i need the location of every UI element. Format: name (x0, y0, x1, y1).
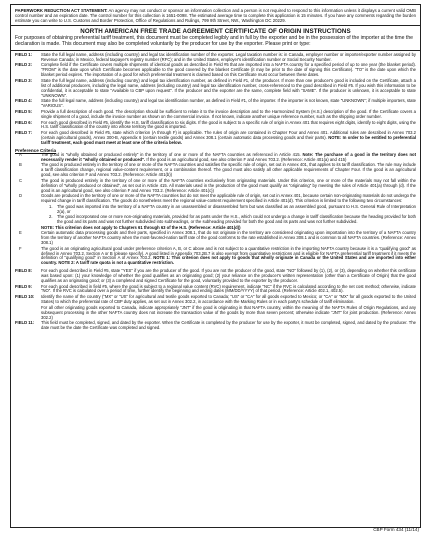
field-text-body: State the full legal name, address (including country) and legal tax identification number, as defined in Field #1, of the importer. If the importer is not known, state "UNKNOWN"; if multiple importers, state "VARIOUS". (41, 98, 416, 109)
paperwork-reduction-statement (11, 5, 420, 26)
field-label: FIELD 2: (15, 62, 32, 68)
field-text (41, 99, 416, 109)
criterion-row (15, 179, 416, 194)
field-label: FIELD 5: (15, 108, 32, 114)
field-label: FIELD 9: (15, 283, 32, 289)
sub-text: The good was imported into the territory of a NAFTA country in an unassembled or disassembled form but was classified as an assembled good, pursuant to H.S. General Rule of Interpretation 2(a), or (57, 203, 416, 214)
field-text (41, 321, 416, 331)
field-row (15, 63, 416, 78)
criterion-row (15, 153, 416, 163)
field-label: FIELD 11: (15, 320, 35, 326)
criterion-row (15, 231, 416, 246)
field-text-body: Provide a full description of each good. The description should be sufficient to relate it to the invoice description and to the Harmonized System (H.S.) description of the good. If the Certificate covers a single shipment of a good, include the invoice number as shown on the commercial invoice. If not known, indicate another unique reference number, such as the shipping order number. (41, 108, 416, 119)
criterion-text (41, 163, 416, 178)
field-text (41, 269, 416, 284)
criterion-sub-row (15, 215, 416, 225)
field-row (15, 131, 416, 146)
fields-section-1 (11, 51, 420, 146)
field-label: FIELD 6: (15, 119, 32, 125)
criteria-section (11, 153, 420, 267)
criterion-d-note: NOTE: This criterion does not apply to Chapters 61 through 63 of the H.S. (Reference: Article 401(d)) (41, 224, 241, 230)
field-row (15, 121, 416, 131)
criterion-spacer (15, 205, 41, 215)
paperwork-lead: PAPERWORK REDUCTION ACT STATEMENT: (15, 8, 108, 13)
field-text-body: State the full legal name, address (including country) and legal tax identification number of the exporter. Legal taxation number is: in Canada, employer number or importer/exporter number assigned by Revenue Canada; in Mexico, federal taxpayer's registry number (RFC); and in the United States, employer's identification number or Social Security Number. (41, 51, 416, 62)
criterion-letter: E (19, 230, 22, 236)
field-row (15, 53, 416, 63)
field-label: FIELD 1: (15, 51, 32, 57)
field-text (41, 131, 416, 146)
criterion-body: The good is produced entirely in the territory of one or more of the NAFTA countries and satisfies the specific rule of origin, set out in Annex 401, that applies to its tariff classification. The rule may include a tariff classification change, regional value-content requirement, or a combination thereof. The good must also satisfy all other applicable requirements of Chapter Four. If the good is an agricultural good, see also criterion F and Annex 703.2. (Reference: Article 401(b)) (41, 162, 416, 178)
sub-number: 2. (49, 214, 53, 220)
criterion-tail: If the good is an agricultural good, see also criterion F and Annex 703.2. (Reference: Article 401(a) and 415) (145, 156, 347, 162)
field-text (41, 121, 416, 131)
field-label: FIELD 8: (15, 267, 32, 273)
criterion-letter: F (19, 245, 22, 251)
criterion-letter: B (19, 162, 22, 168)
form-page (10, 4, 421, 528)
criterion-letter: D (19, 193, 23, 199)
criterion-body: Certain automatic data processing goods and their parts, specified in Annex 308.1, that do not originate in the territory are considered originating upon importation into the territory of a NAFTA country from the territory of another NAFTA country when the most-favored-nation tariff rate of the good conforms to the rate established in Annex 308.1 and is common to all NAFTA countries. (Reference: Annex 308.1) (41, 230, 416, 246)
criterion-note: Note: The purchase of a good in the territory does not necessarily render it "wholly obtained or produced". (41, 151, 416, 162)
field-row (15, 99, 416, 109)
field-label: FIELD 7: (15, 130, 32, 136)
field-text (41, 79, 416, 99)
fields-section-2 (11, 267, 420, 331)
field-text-body: State the full legal name, address (including country) and legal tax identification number, as defined in Field #1, of the producer. If more than one producer's good is included on the Certificate, attach a list of additional producers, including the legal name, address (including country) and legal tax identification number, cross-referenced to the good described in Field #5. If you wish this information to be confidential, it is acceptable to state "Available to CBP upon request". If the producer and the exporter are the same, complete field with "SAME". If the producer is unknown, it is acceptable to state "UNKNOWN". (41, 77, 416, 98)
criterion-row (15, 247, 416, 267)
criterion-text (41, 153, 416, 163)
sub-text: The good incorporated one or more non-originating materials, provided for as parts under the H.S., which could not undergo a change in tariff classification because the heading provided for both the good and its parts and was not further subdivided into subheadings, or the subheading provided for both the good and its parts and was not further subdivided. (57, 214, 416, 225)
field-text (41, 295, 416, 305)
field-row (15, 269, 416, 284)
criterion-text (41, 179, 416, 194)
sub-number: 1. (49, 203, 53, 209)
criterion-letter: C (19, 177, 23, 183)
preference-criteria-title: Preference Criteria (15, 147, 57, 153)
criterion-text (41, 194, 416, 204)
field-text (41, 110, 416, 120)
field-label: FIELD 10: (15, 294, 35, 300)
field-text-body: This field must be completed, signed, and dated by the exporter. When the Certificate is completed by the producer for use by the exporter, it must be completed, signed, and dated by the producer. The date must be the date the Certificate was completed and signed. (41, 320, 416, 331)
criterion-note: NOTE 1: This criterion does not apply to goods that wholly originate in Canada or the United States and are imported into either country. NOTE 2: A tariff rate quota is not a quantitative restriction. (41, 255, 416, 266)
field-text (41, 285, 416, 295)
field-row (15, 306, 416, 321)
field-text-body: For each good described in Field #5, state "YES" if you are the producer of the good. If you are not the producer of the good, state "NO" followed by (1), (2), or (3), depending on whether this certificate was based upon: (1) your knowledge of whether the good qualifies as an originating good; (2) your reliance on the producer's written representation (other than a Certificate of Origin) that the good qualifies as an originating good; or (3) a completed and signed Certificate for the good, voluntarily provided to the exporter by the producer. (41, 267, 416, 283)
form-number: CBP Form 434 (11/14) (373, 527, 419, 532)
criterion-spacer (15, 215, 41, 225)
field-text-body: For each good described in Field #5, identify the H.S. tariff classification to six digits. If the good is subject to a specific rule of origin in Annex 401 that requires eight digits, identify to eight digits, using the H.S. tariff classification of the country into whose territory the good is imported. (41, 119, 416, 130)
form-title: NORTH AMERICAN FREE TRADE AGREEMENT CERTIFICATE OF ORIGIN INSTRUCTIONS (80, 28, 351, 36)
criterion-body: Goods are produced in the territory of one or more of the NAFTA countries but do not meet the applicable rule of origin, set out in Annex 401, because certain non-originating materials do not undergo the required change in tariff classification. The goods do nonetheless meet the regional value-content requirement specified in Article 401(d). This criterion is limited to the following two circumstances: (41, 193, 416, 204)
criterion-body: The good is produced entirely in the territory of one or more of the NAFTA countries exclusively from originating materials. Under this criterion, one or more of the materials may not fall within the definition of "wholly produced or obtained", as set out in Article 415. All materials used in the production of the good must qualify as "originating" by meeting the rules of Article 401(a) through (d). If the good is an agricultural good, see also criterion F and Annex 703.2. (Reference: Article 401(c)) (41, 177, 416, 193)
field-note: NOTE: In order to be entitled to preferential tariff treatment, each good must meet at least one of the criteria below. (41, 135, 416, 146)
criterion-letter: A (19, 151, 22, 157)
field-label (15, 306, 41, 321)
field-text (41, 306, 416, 321)
criterion-body: The good is an originating agricultural good under preference criterion A, B, or C above and is not subject to a quantitative restriction in the importing NAFTA country because it is a "qualifying good" as defined in Annex 703.2, Section A or B (please specify). A good listed in Appendix 703.2B.7 is also exempt from quantitative restrictions and is eligible for NAFTA preferential tariff treatment if it meets the definition of "qualifying good" in Section A of Annex 703.2. (41, 245, 416, 261)
field-row (15, 79, 416, 99)
field-text-body: For each good described in Field #5, state which criterion (A through F) is applicable. The rules of origin are contained in Chapter Four and Annex 401. Additional rules are described in Annex 703.2 (certain agricultural goods), Annex 300-B, Appendix 6 (certain textile goods) and Annex 308.1 (certain automatic data processing goods and their parts). (41, 130, 416, 141)
field-row (15, 110, 416, 120)
field-row (15, 321, 416, 331)
criterion-text (41, 231, 416, 246)
intro-text: For purposes of obtaining preferential tariff treatment, this document must be completed legibly and in full by the exporter and be in the possession of the importer at the time the declaration is made. This document may also be completed voluntarily by the producer for use by the exporter. Please print or type: (11, 36, 420, 50)
field-text-body: Complete field if the Certificate covers multiple shipments of identical goods as described in Field #5 that are imported into a NAFTA country for a specified period of up to one year (the blanket period). "FROM" is the date upon which Certificate becomes applicable to the good covered by the blanket Certificate (it may be prior to the date of signing this Certificate). "TO" is the date upon which the blanket period expires. The importation of a good for which preferential treatment is claimed based on this Certificate must occur between these dates. (41, 62, 416, 78)
criterion-row (15, 163, 416, 178)
paperwork-text: An agency may not conduct or sponsor an information collection and a person is not required to respond to this information unless it displays a current valid OMB control number and an expiration date. The control number for this collection is 1651-0098. The estimated average time to complete this application is 15 minutes. If you have any comments regarding the burden estimate you can write to U.S. Customs and Border Protection, Office of Regulations and Rulings, 799 9th Street, NW., Washington DC 20229. (15, 8, 416, 24)
field-text (41, 53, 416, 63)
field-text-body: For all other originating goods exported to Canada, indicate appropriately "JNT" if the good is originating in that NAFTA country, within the meaning of the NAFTA Rules of Origin Regulations, and any subsequent processing in the other NAFTA country does not increase the transaction value of the goods by more than seven percent; otherwise indicate "JNT" for joint production. (Reference: Annex 302.2) (41, 304, 416, 320)
field-row (15, 285, 416, 295)
field-label: FIELD 3: (15, 77, 32, 83)
criterion-sub (41, 215, 416, 225)
criterion-text (41, 247, 416, 267)
field-text-body: Identify the name of the country ("MX" or "US" for agricultural and textile goods exported to Canada; "US" or "CA" for all goods exported to Mexico; or "CA" or "MX" for all goods exported to the United States) to which the preferential rate of CBP duty applies, as set out in Annex 302.2, in accordance with the Marking Rules or in each party's schedule of tariff elimination. (41, 294, 416, 305)
criterion-sub (41, 205, 416, 215)
field-label: FIELD 4: (15, 98, 32, 104)
field-text-body: For each good described in field #5, where the good is subject to a regional value content (RVC) requirement, indicate "NC" if the RVC is calculated according to the net cost method; otherwise, indicate "NO". If the RVC is calculated over a period of time, further identify the beginning and ending dates (MM/DD/YYYY) of that period. (Reference: Article 402.1, 402.5). (41, 283, 416, 294)
criterion-sub-row (15, 205, 416, 215)
criterion-row (15, 194, 416, 204)
field-text (41, 63, 416, 78)
criterion-body: The good is "wholly obtained or produced entirely" in the territory of one or more of the NAFTA countries as referenced in Article 415. (41, 151, 303, 157)
field-row (15, 295, 416, 305)
